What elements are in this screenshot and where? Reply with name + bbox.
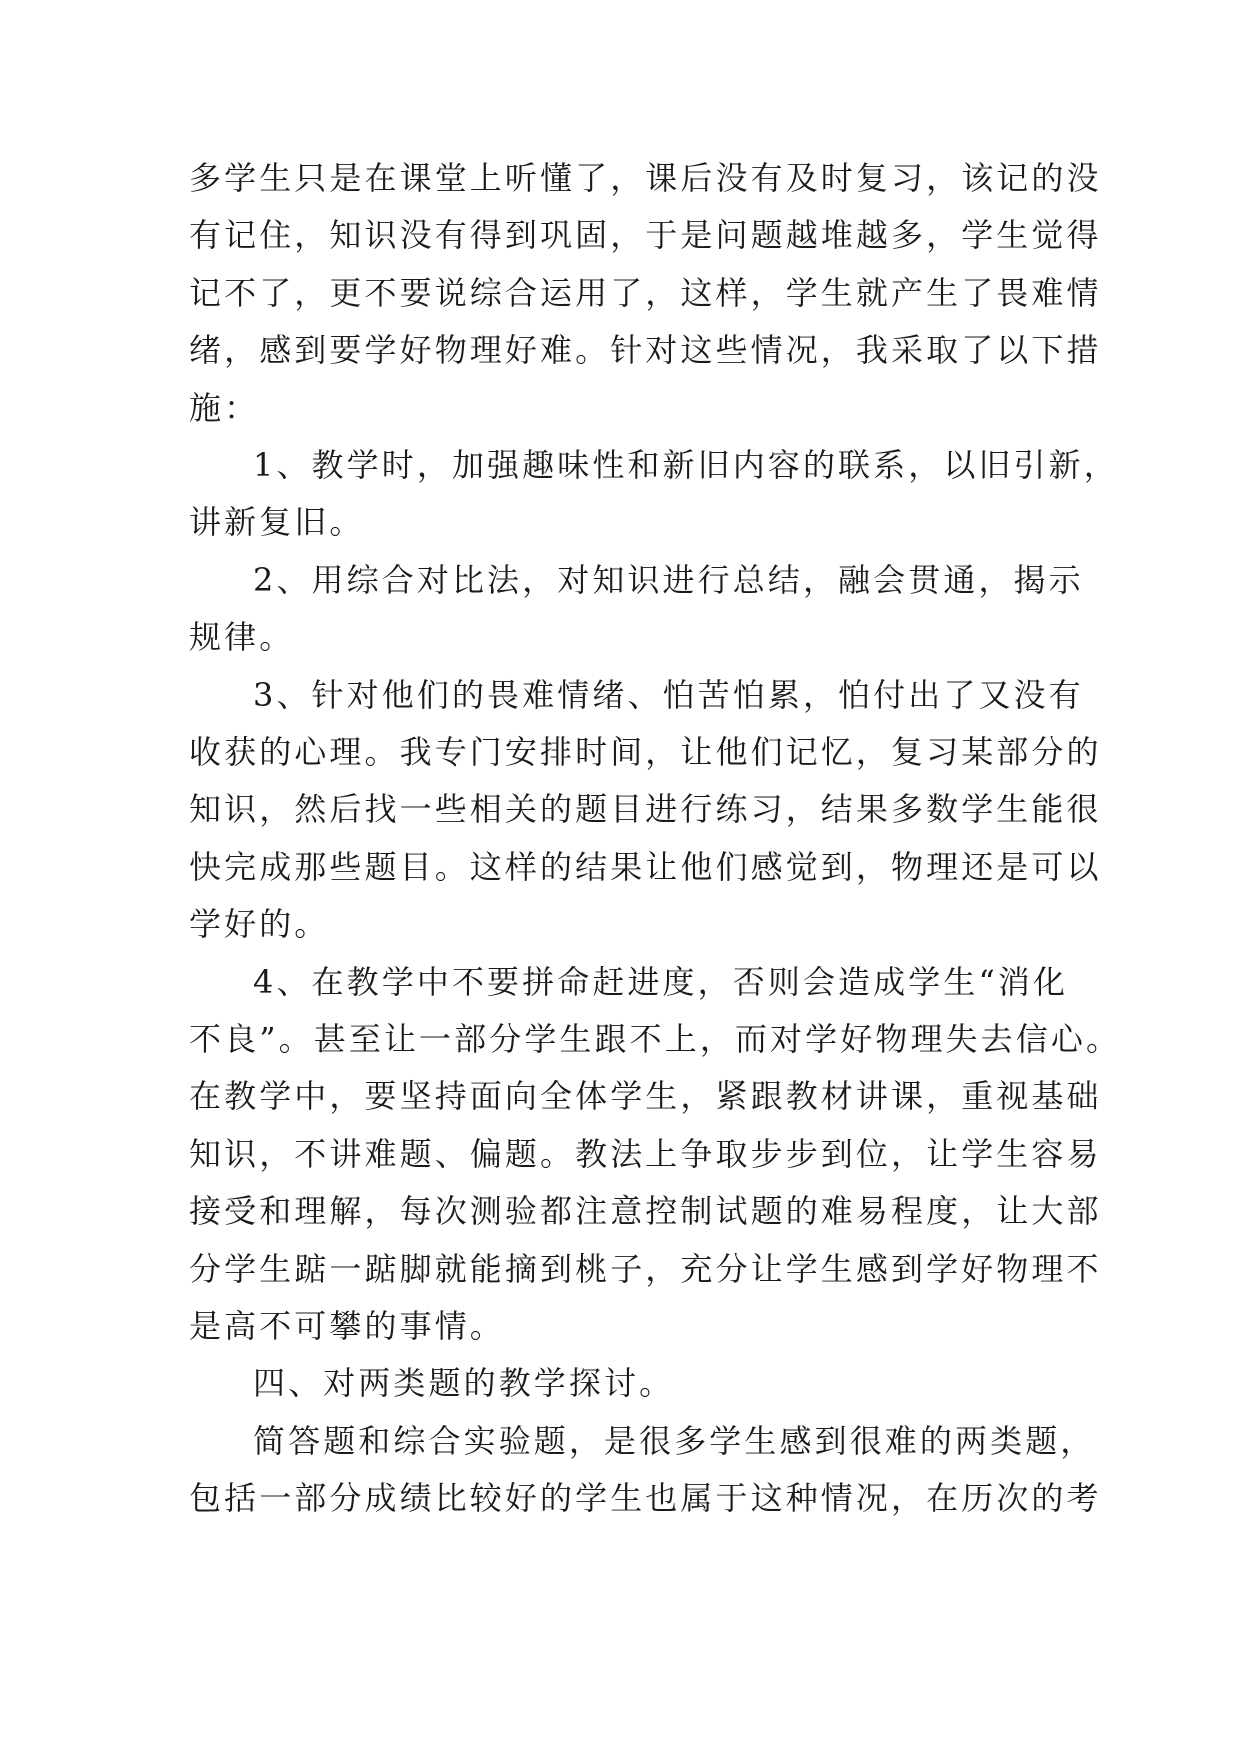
text-line: 四、对两类题的教学探讨。 <box>253 1364 675 1402</box>
text-line: 不良”。甚至让一部分学生跟不上，而对学好物理失去信心。 <box>189 1020 1122 1058</box>
text-line: 多学生只是在课堂上听懂了，课后没有及时复习，该记的没 <box>189 159 1102 197</box>
text-line: 施： <box>189 389 260 427</box>
text-line: 快完成那些题目。这样的结果让他们感觉到，物理还是可以 <box>189 848 1102 886</box>
text-line: 有记住，知识没有得到巩固，于是问题越堆越多，学生觉得 <box>189 216 1102 254</box>
text-line: 2、用综合对比法，对知识进行总结，融会贯通，揭示 <box>253 561 1084 599</box>
text-line: 包括一部分成绩比较好的学生也属于这种情况，在历次的考 <box>189 1479 1102 1517</box>
text-line: 4、在教学中不要拼命赶进度，否则会造成学生“消化 <box>253 963 1069 1001</box>
text-line: 在教学中，要坚持面向全体学生，紧跟教材讲课，重视基础 <box>189 1077 1102 1115</box>
text-line: 是高不可攀的事情。 <box>189 1307 505 1345</box>
text-line: 3、针对他们的畏难情绪、怕苦怕累，怕付出了又没有 <box>253 676 1084 714</box>
text-line: 知识，不讲难题、偏题。教法上争取步步到位，让学生容易 <box>189 1135 1102 1173</box>
text-line: 学好的。 <box>189 905 330 943</box>
text-line: 简答题和综合实验题，是很多学生感到很难的两类题， <box>253 1422 1096 1460</box>
text-line: 收获的心理。我专门安排时间，让他们记忆，复习某部分的 <box>189 733 1102 771</box>
text-line: 分学生踮一踮脚就能摘到桃子，充分让学生感到学好物理不 <box>189 1250 1102 1288</box>
text-line: 1、教学时，加强趣味性和新旧内容的联系，以旧引新， <box>253 446 1119 484</box>
text-line: 规律。 <box>189 618 295 656</box>
text-line: 记不了，更不要说综合运用了，这样，学生就产生了畏难情 <box>189 274 1102 312</box>
text-line: 讲新复旧。 <box>189 503 365 541</box>
text-line: 接受和理解，每次测验都注意控制试题的难易程度，让大部 <box>189 1192 1102 1230</box>
text-line: 知识，然后找一些相关的题目进行练习，结果多数学生能很 <box>189 790 1102 828</box>
text-line: 绪，感到要学好物理好难。针对这些情况，我采取了以下措 <box>189 331 1102 369</box>
